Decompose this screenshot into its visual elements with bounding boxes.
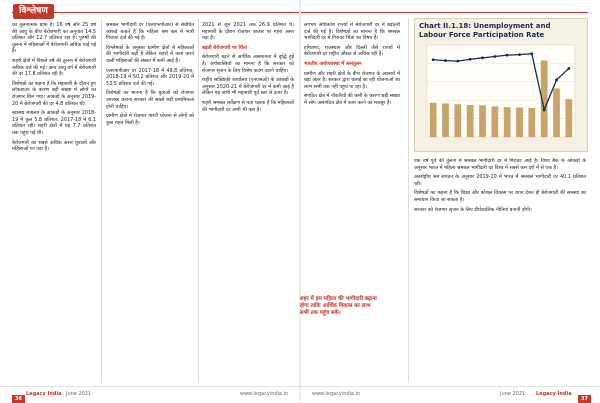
page-spine [299, 0, 301, 401]
line-point [518, 53, 521, 56]
paragraph: ग्रामीण और शहरी क्षेत्रों के बीच रोजगार के अवसरों में बड़ा अंतर है। सरकार द्वारा चलाई जा रही योजनाओं का लाभ सभी तक नहीं पहुंच पा रहा है। [304, 70, 400, 90]
column-divider [101, 18, 102, 383]
paragraph: शहरी श्रमबल सर्वेक्षण से पता चलता है कि महिलाओं की भागीदारी दर अभी भी कम है। [202, 99, 294, 113]
bar [553, 88, 560, 137]
spacer [382, 296, 406, 381]
paragraph: श्रमबल भागीदारी दर (एलएफपीआर) से संबंधित आंकड़े बताते हैं कि महिला श्रम बल में भारी गिरावट दर्ज की गई है। [106, 22, 194, 42]
paragraph: शहरी क्षेत्रों में पिछले वर्ष की तुलना में बेरोजगारी अधिक दर्ज की गई। अन्य आयु वर्ग में बेरोजगारी की दर 17.8 प्रतिशत रही है। [12, 57, 96, 78]
pull-quote: शहर में हम महिला की भागीदारी बढ़ाना होगा ताकि आर्थिक विकास का लाभ सभी तक पहुंच सके। [300, 296, 377, 316]
bar [454, 104, 461, 137]
line-point [543, 108, 546, 111]
footer-brand-right: Legacy India [536, 391, 572, 397]
paragraph: एलएफपीआर दर 2017-18 में 49.8 प्रतिशत, 2018-19 में 50.2 प्रतिशत और 2019-20 में 53.5 प्रतिशत दर्ज की गई। [106, 67, 194, 87]
paragraph: का तुलनात्मक ग्राफ है। 16 वर्ष और 25 वर्ष की आयु के बीच बेरोजगारी का अनुपात 14.5 प्रतिशत और 12.7 प्रतिशत रहा है। पुरुषों की तुलना में महिलाओं में बेरोजगारी अधिक पाई गई है। [12, 22, 96, 55]
paragraph: लगभग अधिकांश राज्यों में बेरोजगारी दर में बढ़ोतरी दर्ज की गई है। विशेषज्ञों का मानना है कि श्रमबल भागीदारी दर में गिरावट चिंता का विषय है। [304, 22, 400, 42]
chart-title-line1: Chart II.1.18: Unemployment and [419, 22, 551, 30]
line-point [469, 58, 472, 61]
text-column-3 [202, 22, 294, 381]
paragraph: बेरोजगारी बढ़ने से आर्थिक असमानता में वृद्धि हुई है। अर्थशास्त्रियों का मानना है कि सरकार को रोजगार सृजन के लिए विशेष कदम उठाने चाहिए। [202, 54, 294, 74]
line-point [506, 54, 509, 57]
line-point [567, 67, 570, 70]
footer-site-right: www.legacyindia.in [312, 391, 361, 397]
paragraph: अंतर्राष्ट्रीय श्रम संगठन के अनुसार 2019-20 में भारत में श्रमबल भागीदारी दर 40.1 प्रतिशत रही। [414, 174, 586, 187]
paragraph: बेरोजगारी का सबसे अधिक असर युवाओं और महिलाओं पर पड़ा है। [12, 139, 96, 153]
chart-title [419, 22, 583, 39]
text-column-5 [414, 158, 586, 381]
column-divider [198, 18, 199, 383]
footer-brand-left: Legacy India [26, 391, 62, 397]
paragraph: विशेषज्ञों का कहना है कि शिक्षा और कौशल विकास पर ध्यान देकर ही बेरोजगारी की समस्या का समाधान किया जा सकता है। [414, 190, 586, 203]
paragraph: 2021 से जून 2021 तक 26.9 प्रतिशत थे। महामारी के दौरान रोजगार बाजार पर गहरा असर पड़ा है। [202, 22, 294, 42]
bar [516, 108, 523, 137]
bar [528, 108, 535, 137]
bar [491, 106, 498, 137]
line-point [530, 52, 533, 55]
paragraph: विशेषज्ञों का कहना है कि महामारी के दौरान हुए लॉकडाउन के कारण बड़ी संख्या में लोगों का रोजगार छिन गया। आंकड़ों के अनुसार 2019-20 में बेरोजगारी की दर 4.8 प्रतिशत थी। [12, 80, 96, 107]
line-point [481, 56, 484, 59]
plot-area [427, 45, 575, 137]
bar [442, 104, 449, 137]
chart-title-line2: Labour Force Participation Rate [419, 30, 545, 39]
paragraph: ग्रामीण क्षेत्रों में रोजगार गारंटी योजना से लोगों को कुछ राहत मिली है। [106, 113, 194, 126]
footer-site-left: www.legacyindia.in [240, 391, 289, 397]
footer-date-right: June 2021 [500, 391, 526, 397]
line-point [444, 59, 447, 62]
paragraph: विशेषज्ञों का मानना है कि युवाओं को रोजगार उपलब्ध कराना सरकार की सबसे बड़ी प्राथमिकता होनी चाहिए। [106, 90, 194, 110]
paragraph: हरियाणा, राजस्थान और दिल्ली जैसे राज्यों में बेरोजगारी दर राष्ट्रीय औसत से अधिक रही है। [304, 44, 400, 58]
section-label: विश्लेषण [13, 4, 54, 19]
line-point [493, 55, 496, 58]
bar [479, 105, 486, 137]
bar [430, 103, 437, 137]
footer-date-left: June 2021 [66, 391, 92, 397]
paragraph: संगठित क्षेत्र में नौकरियों की कमी के कारण बड़ी संख्या में लोग असंगठित क्षेत्र में काम करने को मजबूर हैं। [304, 93, 400, 106]
paragraph: राष्ट्रीय सांख्यिकी कार्यालय (एनएसओ) के आंकड़ों के अनुसार 2020-21 में बेरोजगारी दर में कमी आई है लेकिन यह अभी भी महामारी पूर्व स्तर से ऊपर है। [202, 77, 294, 97]
text-column-4 [304, 22, 400, 291]
text-column-2 [106, 22, 194, 381]
text-column-1 [12, 22, 96, 381]
page-footer: 36 Legacy India June 2021 www.legacyindia.in www.legacyindia.in June 2021 Legacy India 37 [0, 386, 600, 401]
line-point [555, 79, 558, 82]
line-point [432, 58, 435, 61]
paragraph: एक वर्ष पूर्व की तुलना में श्रमबल भागीदारी दर में गिरावट आई है। विश्व बैंक के आंकड़ों के अनुसार भारत में महिला श्रमबल भागीदारी दर विश्व में सबसे कम दरों में से एक है। [414, 158, 586, 171]
line-point [456, 60, 459, 63]
column-divider [408, 18, 409, 383]
paragraph: स्वास्थ्य मंत्रालय के आंकड़ों के अनुसार 2018-19 में कुल 5.8 प्रतिशत, 2017-18 में 6.1 प्रतिशत रही। शहरी क्षेत्रों में यह 7.7 प्रतिशत तक पहुंच गई थी। [12, 110, 96, 136]
subheading: बढ़ती बेरोजगारी पर चिंता [202, 44, 247, 51]
bar [565, 99, 572, 137]
subheading: भारतीय अर्थव्यवस्था में असंतुलन [304, 60, 362, 67]
paragraph: सरकार को रोजगार सृजन के लिए दीर्घकालिक नीतियां बनानी होंगी। [414, 206, 532, 213]
bar [467, 105, 474, 137]
paragraph: विश्लेषकों के अनुसार ग्रामीण क्षेत्रों में महिलाओं की भागीदारी बढ़ी है लेकिन शहरों में काम करने वाली महिलाओं की संख्या में कमी आई है। [106, 44, 194, 64]
bar [504, 107, 511, 137]
chart-panel [414, 18, 588, 152]
